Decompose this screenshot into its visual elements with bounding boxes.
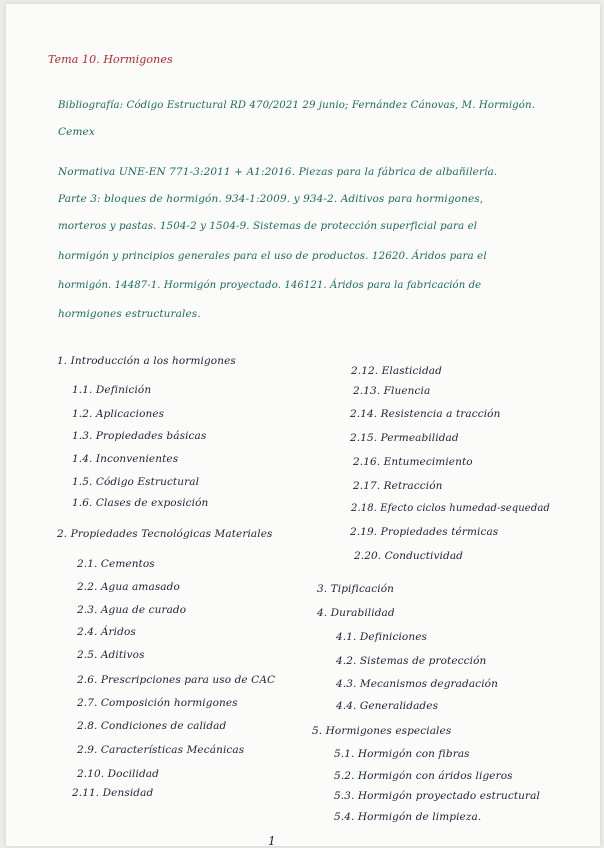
page-number: 1 xyxy=(268,834,276,848)
outline-subitem: 2.14. Resistencia a tracción xyxy=(350,408,501,420)
outline-subitem: 2.10. Docilidad xyxy=(77,768,159,780)
outline-subitem: 2.20. Conductividad xyxy=(354,550,464,562)
outline-subitem: 4.4. Generalidades xyxy=(336,700,439,712)
outline-subitem: 2.6. Prescripciones para uso de CAC xyxy=(77,674,276,686)
outline-subitem: 2.5. Aditivos xyxy=(77,649,145,661)
outline-subitem: 2.13. Fluencia xyxy=(353,385,431,397)
outline-subitem: 5.4. Hormigón de limpieza. xyxy=(334,811,482,823)
outline-heading: 3. Tipificación xyxy=(317,583,395,595)
outline-subitem: 2.3. Agua de curado xyxy=(77,604,187,616)
outline-subitem: 2.12. Elasticidad xyxy=(351,365,442,377)
outline-subitem: 2.17. Retracción xyxy=(353,480,443,492)
bibliography-line: Bibliografía: Código Estructural RD 470/2021 29 junio; Fernández Cánovas, M. Hormigón. xyxy=(58,100,536,111)
outline-subitem: 1.1. Definición xyxy=(72,384,152,396)
outline-heading: 5. Hormigones especiales xyxy=(312,725,452,737)
regulation-line: morteros y pastas. 1504-2 y 1504-9. Sistemas de protección superficial para el xyxy=(58,220,478,232)
regulation-line: hormigón. 14487-1. Hormigón proyectado. 146121. Áridos para la fabricación de xyxy=(58,280,482,291)
outline-subitem: 1.5. Código Estructural xyxy=(72,476,200,488)
outline-subitem: 5.1. Hormigón con fibras xyxy=(334,748,470,760)
outline-heading: 2. Propiedades Tecnológicas Materiales xyxy=(57,528,273,540)
regulation-line: hormigones estructurales. xyxy=(58,308,201,320)
outline-subitem: 4.2. Sistemas de protección xyxy=(336,655,487,667)
outline-subitem: 1.6. Clases de exposición xyxy=(72,497,209,509)
outline-subitem: 2.11. Densidad xyxy=(72,787,154,799)
outline-subitem: 2.15. Permeabilidad xyxy=(350,432,459,444)
regulation-line: Parte 3: bloques de hormigón. 934-1:2009. y 934-2. Aditivos para hormigones, xyxy=(58,193,484,205)
outline-subitem: 2.18. Efecto ciclos humedad-sequedad xyxy=(351,503,550,514)
outline-subitem: 4.1. Definiciones xyxy=(336,631,427,643)
regulation-line: hormigón y principios generales para el uso de productos. 12620. Áridos para el xyxy=(58,250,487,262)
outline-subitem: 1.3. Propiedades básicas xyxy=(72,430,207,442)
outline-subitem: 2.16. Entumecimiento xyxy=(353,456,473,468)
outline-subitem: 2.9. Características Mecánicas xyxy=(77,744,245,756)
outline-subitem: 2.7. Composición hormigones xyxy=(77,697,238,709)
outline-subitem: 2.8. Condiciones de calidad xyxy=(77,720,227,732)
page-title: Tema 10. Hormigones xyxy=(48,53,173,66)
outline-heading: 1. Introducción a los hormigones xyxy=(57,355,236,367)
outline-subitem: 2.2. Agua amasado xyxy=(77,581,180,593)
regulation-line: Normativa UNE-EN 771-3:2011 + A1:2016. Piezas para la fábrica de albañilería. xyxy=(58,166,498,178)
bibliography-line: Cemex xyxy=(58,126,95,138)
outline-subitem: 4.3. Mecanismos degradación xyxy=(336,678,498,690)
outline-subitem: 5.3. Hormigón proyectado estructural xyxy=(334,790,540,802)
outline-subitem: 2.4. Áridos xyxy=(77,626,136,638)
outline-subitem: 2.1. Cementos xyxy=(77,558,155,570)
outline-subitem: 5.2. Hormigón con áridos ligeros xyxy=(334,770,513,782)
outline-heading: 4. Durabilidad xyxy=(317,607,395,619)
outline-subitem: 1.4. Inconvenientes xyxy=(72,453,179,465)
outline-subitem: 2.19. Propiedades térmicas xyxy=(350,526,499,538)
outline-subitem: 1.2. Aplicaciones xyxy=(72,408,165,420)
notebook-page xyxy=(6,4,600,846)
